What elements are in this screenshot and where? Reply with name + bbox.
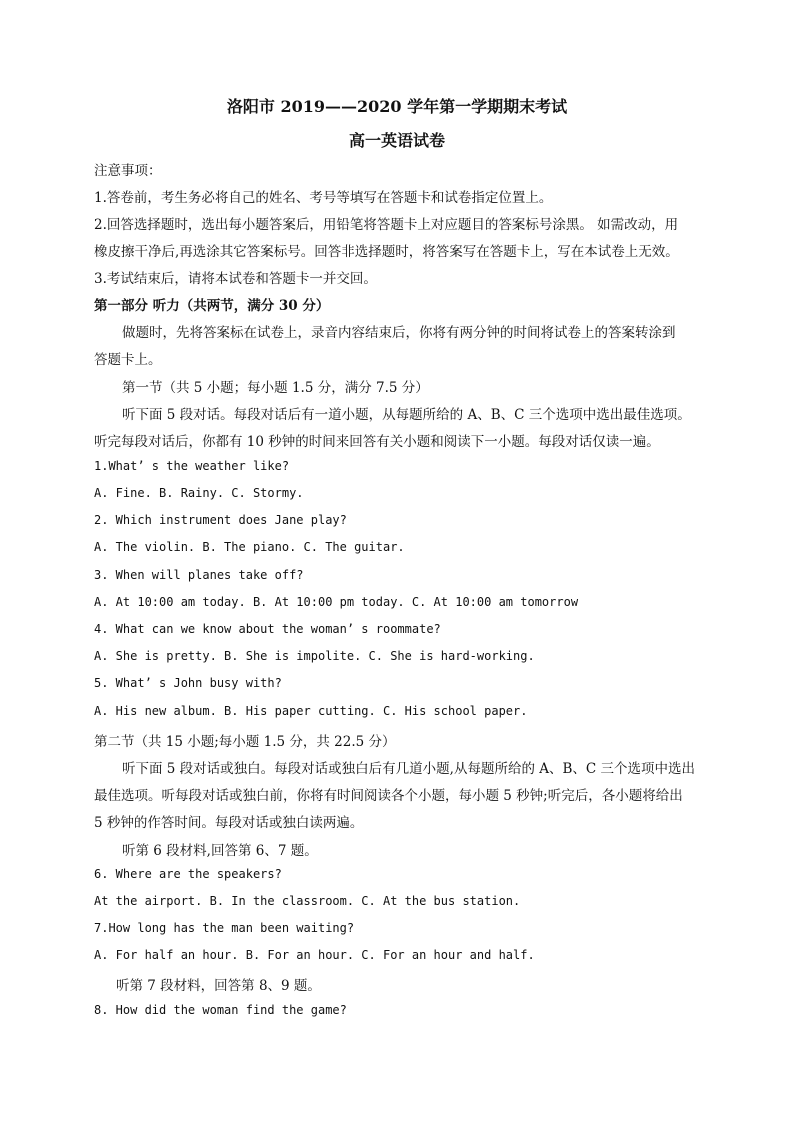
exam-title: 洛阳市 2019——2020 学年第一学期期末考试 xyxy=(226,97,568,116)
part1-intro-cont: 答题卡上。 xyxy=(94,352,162,368)
material-7-label: 听第 7 段材料，回答第 8、9 题。 xyxy=(116,978,321,994)
note-item-2: 2.回答选择题时，选出每小题答案后，用铅笔将答题卡上对应题目的答案标号涂黑。 如需改动，用 xyxy=(94,217,679,233)
question-2-options: A. The violin. B. The piano. C. The guitar. xyxy=(94,540,405,554)
question-5-options: A. His new album. B. His paper cutting. C. His school paper. xyxy=(94,704,528,718)
question-4-options: A. She is pretty. B. She is impolite. C. She is hard-working. xyxy=(94,649,535,663)
question-8: 8. How did the woman find the game? xyxy=(94,1003,347,1017)
question-7: 7.How long has the man been waiting? xyxy=(94,921,355,935)
notes-heading: 注意事项： xyxy=(94,163,162,179)
section2-instructions-cont-1: 最佳选项。听每段对话或独白前，你将有时间阅读各个小题，每小题 5 秒钟;听完后，各小题将给出 xyxy=(94,788,683,804)
material-6-label: 听第 6 段材料,回答第 6、7 题。 xyxy=(122,843,318,859)
question-6: 6. Where are the speakers? xyxy=(94,867,282,881)
question-1: 1.What’ s the weather like? xyxy=(94,459,290,473)
section2-instructions: 听下面 5 段对话或独白。每段对话或独白后有几道小题,从每题所给的 A、B、C 三个选项中选出 xyxy=(122,761,696,777)
question-4: 4. What can we know about the woman’ s roommate? xyxy=(94,622,441,636)
section2-heading: 第二节（共 15 小题;每小题 1.5 分，共 22.5 分） xyxy=(94,734,396,750)
question-3: 3. When will planes take off? xyxy=(94,568,304,582)
question-6-options: At the airport. B. In the classroom. C. At the bus station. xyxy=(94,894,521,908)
note-item-2-cont: 橡皮擦干净后,再选涂其它答案标号。回答非选择题时，将答案写在答题卡上，写在本试卷上无效。 xyxy=(94,244,679,260)
question-3-options: A. At 10:00 am today. B. At 10:00 pm today. C. At 10:00 am tomorrow xyxy=(94,595,579,609)
part1-heading: 第一部分 听力（共两节，满分 30 分） xyxy=(94,298,330,314)
question-7-options: A. For half an hour. B. For an hour. C. For an hour and half. xyxy=(94,948,535,962)
part1-intro: 做题时，先将答案标在试卷上，录音内容结束后，你将有两分钟的时间将试卷上的答案转涂到 xyxy=(122,325,676,341)
section1-instructions-cont: 听完每段对话后，你都有 10 秒钟的时间来回答有关小题和阅读下一小题。每段对话仅读一遍。 xyxy=(94,434,660,450)
section1-instructions: 听下面 5 段对话。每段对话后有一道小题，从每题所给的 A、B、C 三个选项中选出最佳选项。 xyxy=(122,407,691,423)
question-1-options: A. Fine. B. Rainy. C. Stormy. xyxy=(94,486,304,500)
note-item-1: 1.答卷前，考生务必将自己的姓名、考号等填写在答题卡和试卷指定位置上。 xyxy=(94,190,553,206)
exam-subtitle: 高一英语试卷 xyxy=(348,131,445,150)
section1-heading: 第一节（共 5 小题；每小题 1.5 分，满分 7.5 分） xyxy=(122,380,429,396)
question-5: 5. What’ s John busy with? xyxy=(94,676,282,690)
note-item-3: 3.考试结束后，请将本试卷和答题卡一并交回。 xyxy=(94,271,377,287)
question-2: 2. Which instrument does Jane play? xyxy=(94,513,347,527)
section2-instructions-cont-2: 5 秒钟的作答时间。每段对话或独白读两遍。 xyxy=(94,815,364,831)
